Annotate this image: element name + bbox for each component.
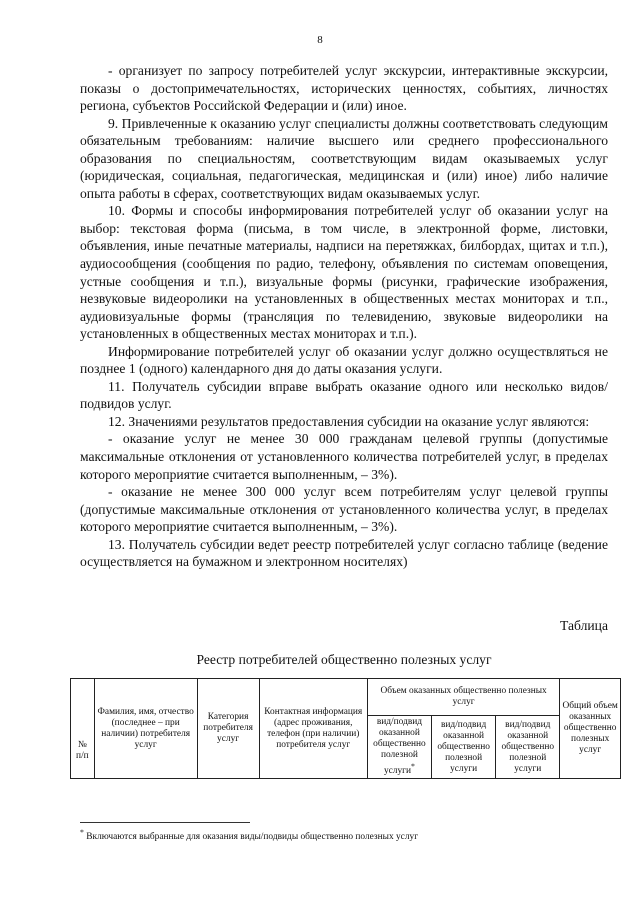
header-total: Общий объем оказанных общественно полезных услуг — [560, 679, 621, 779]
header-service-2: вид/подвид оказанной общественно полезной услуги — [432, 716, 496, 779]
paragraph-11-service-choice: 11. Получатель субсидии вправе выбрать оказание одного или несколько видов/подвидов услуг. — [80, 378, 608, 412]
header-service-1: вид/подвид оказанной общественно полезной услуги* — [367, 716, 431, 779]
header-service-3: вид/подвид оказанной общественно полезной услуги — [496, 716, 560, 779]
paragraph-excursions: - организует по запросу потребителей услуг экскурсии, интерактивные экскурсии, показы о достопримечательностях, исторических ценностях, событиях, личностях региона, субъектов Российской Федерации и (или) иное. — [80, 63, 608, 114]
paragraph-13-registry: 13. Получатель субсидии ведет реестр потребителей услуг согласно таблице (ведение осуществляется на бумажном и электронном носителях) — [80, 536, 608, 570]
paragraph-information-deadline: Информирование потребителей услуг об оказании услуг должно осуществляться не позднее 1 (одного) календарного дня до даты оказания услуги. — [80, 343, 608, 377]
footnote-mark: * — [80, 828, 84, 837]
table-title: Реестр потребителей общественно полезных услуг — [196, 652, 492, 667]
paragraph-12-results: 12. Значениями результатов предоставления субсидии на оказание услуг являются: — [108, 413, 590, 429]
paragraph-result-citizens: - оказание услуг не менее 30 000 гражданам целевой группы (допустимые максимальные отклонения от установленного количества потребителей услуг, в пределах которого мероприятие считается выполненным, – 3%). — [80, 431, 608, 482]
footnote-rule — [80, 822, 250, 823]
header-name: Фамилия, имя, отчество (последнее – при наличии) потребителя услуг — [94, 679, 197, 779]
page-number: 8 — [317, 34, 323, 46]
footnote — [80, 828, 608, 842]
document-body — [80, 62, 608, 571]
footnote-text: Включаются выбранные для оказания виды/подвиды общественно полезных услуг — [83, 832, 419, 843]
paragraph-10-information-forms: 10. Формы и способы информирования потребителей услуг об оказании услуг на выбор: текстовая форма (письма, в том числе, в электронной форме, листовки, объявления, иные печатные материалы, надписи на перетяжках, билбордах, щитах и т.п.), аудиосообщения (сообщения по радио, телефону, объявления по системам оповещения, устные сообщения и т.п.), визуальные формы (рисунки, графические изображения, незвуковые видеоролики на установленных в общественных местах мониторах и т.п., аудиовизуальные формы (трансляция по телевидению, звуковые видеоролики на установленных в общественных местах мониторах и т.п.). — [80, 203, 608, 342]
paragraph-9-specialists: 9. Привлеченные к оказанию услуг специалисты должны соответствовать следующим обязательным требованиям: наличие высшего или среднего профессионального образования по специальностям, соответствующим видам оказываемых услуг (юридическая, социальная, педагогическая, медицинская и (или) иное) либо наличие опыта работы в сферах, соответствующих видам оказываемых услуг. — [80, 115, 608, 201]
header-category: Категория потребителя услуг — [197, 679, 259, 779]
footnote-marker: * — [411, 762, 415, 771]
header-number: № п/п — [71, 679, 95, 779]
table-label: Таблица — [560, 618, 608, 633]
registry-table — [70, 678, 621, 779]
paragraph-result-services: - оказание не менее 300 000 услуг всем потребителям услуг целевой группы (допустимые максимальные отклонения от установленного количества услуг, в пределах которого мероприятие считается выполненным, – 3%). — [80, 484, 608, 535]
header-contact: Контактная информация (адрес проживания, телефон (при наличии) потребителя услуг — [259, 679, 367, 779]
header-volume-group: Объем оказанных общественно полезных услуг — [367, 679, 559, 716]
